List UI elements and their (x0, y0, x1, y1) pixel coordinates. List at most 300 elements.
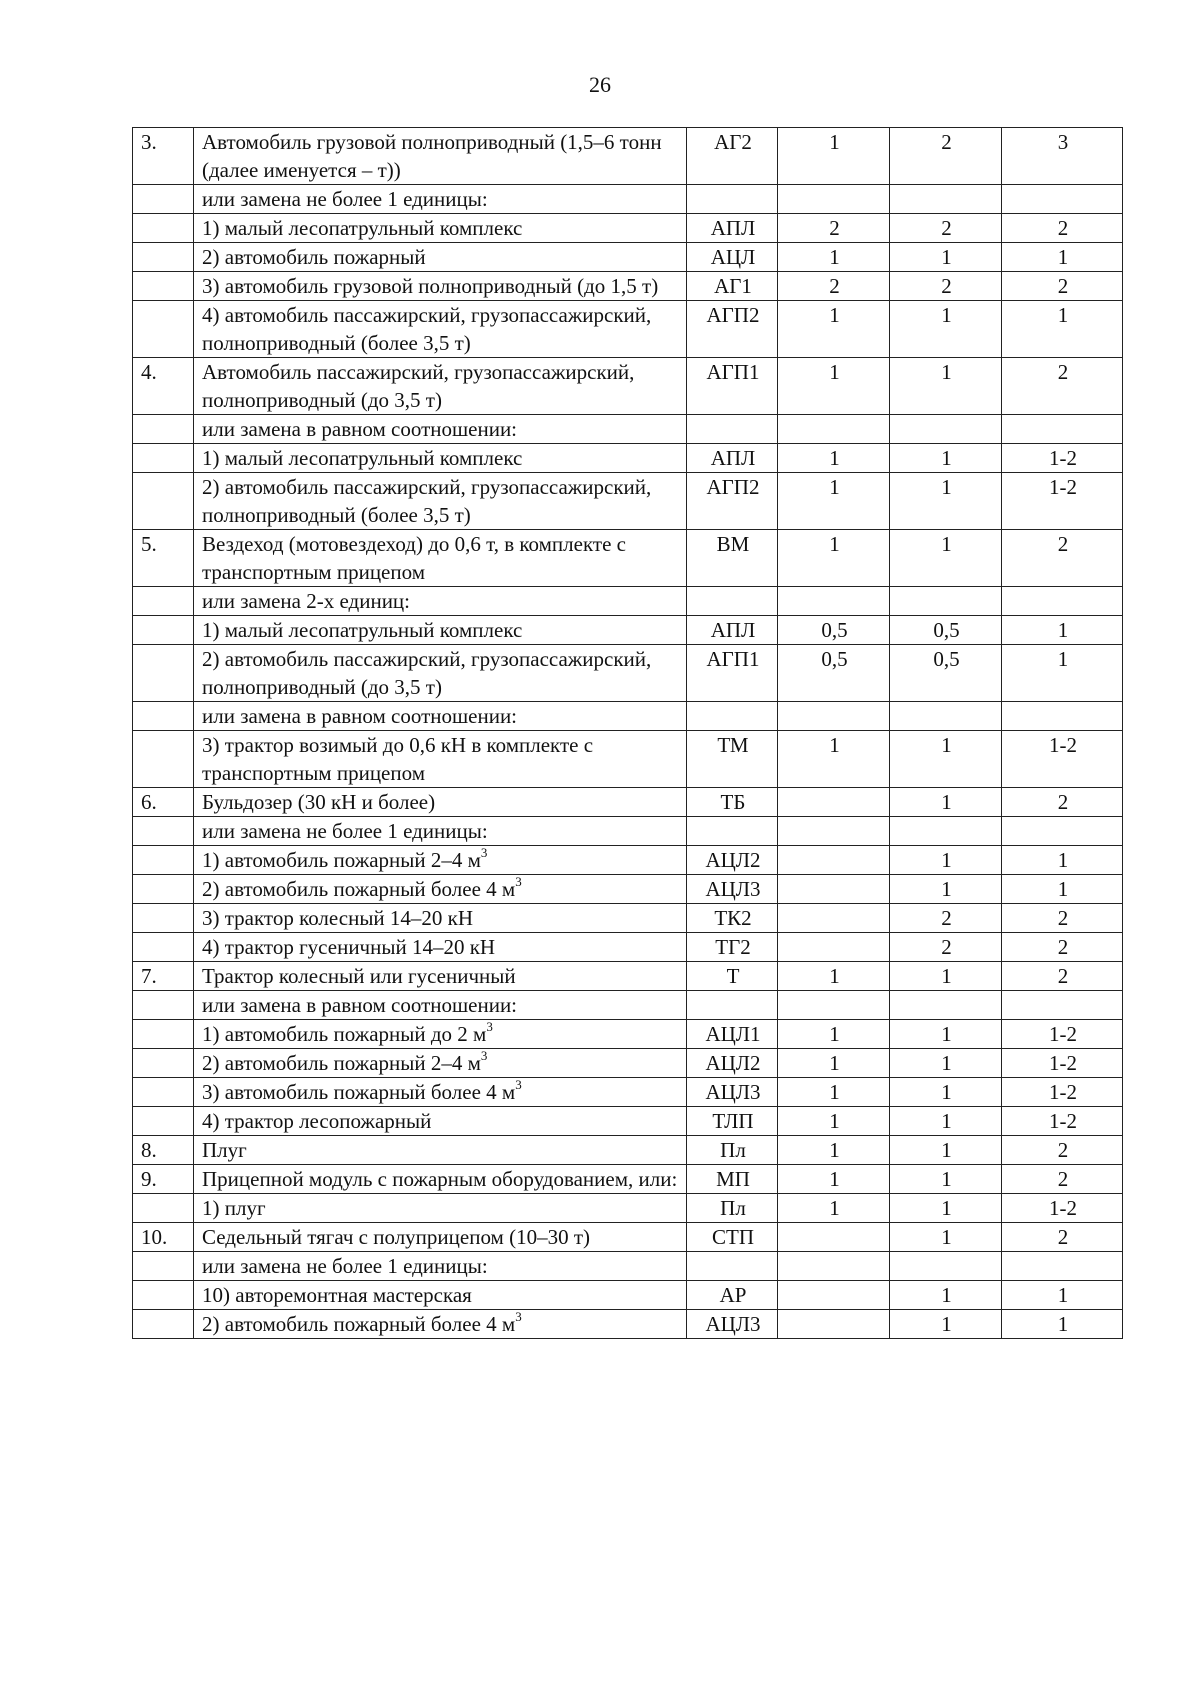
code-cell-text: АЦЛ3 (705, 877, 761, 901)
value-3-cell (1002, 991, 1123, 1020)
description-cell-text: 1) плуг (202, 1196, 266, 1220)
description-cell (194, 444, 687, 473)
description-cell (194, 1107, 687, 1136)
table-row (133, 1252, 1123, 1281)
table-row (133, 846, 1123, 875)
value-3-cell (1002, 587, 1123, 616)
value-2-cell (890, 1281, 1002, 1310)
value-3-cell (1002, 1194, 1123, 1223)
value-2-cell (890, 846, 1002, 875)
value-3-cell (1002, 272, 1123, 301)
value-2-cell (890, 933, 1002, 962)
code-cell-text: АПЛ (710, 446, 756, 470)
row-number-cell (133, 128, 194, 185)
description-cell-text: Автомобиль пассажирский, грузопассажирский, полноприводный (до 3,5 т) (202, 360, 635, 412)
code-cell-text: ВМ (716, 532, 750, 556)
table-row (133, 991, 1123, 1020)
value-2-cell-text: 1 (941, 1225, 952, 1249)
row-number-cell (133, 1252, 194, 1281)
table-row (133, 587, 1123, 616)
code-cell (687, 875, 778, 904)
row-number-cell (133, 1136, 194, 1165)
value-3-cell-text: 1 (1057, 1312, 1069, 1336)
row-number-cell (133, 243, 194, 272)
table-row (133, 1136, 1123, 1165)
description-cell (194, 875, 687, 904)
value-3-cell (1002, 616, 1123, 645)
code-cell (687, 1281, 778, 1310)
value-3-cell (1002, 1281, 1123, 1310)
value-1-cell (778, 1252, 890, 1281)
value-2-cell (890, 731, 1002, 788)
row-number-cell (133, 702, 194, 731)
description-cell (194, 530, 687, 587)
row-number-cell-text: 3. (141, 130, 157, 154)
value-1-cell (778, 214, 890, 243)
value-2-cell-text: 0,5 (933, 647, 960, 671)
value-2-cell-text: 0,5 (933, 618, 960, 642)
code-cell (687, 530, 778, 587)
description-cell (194, 587, 687, 616)
row-number-cell (133, 473, 194, 530)
value-2-cell (890, 272, 1002, 301)
value-1-cell (778, 991, 890, 1020)
value-2-cell-text: 2 (941, 935, 952, 959)
code-cell-text: ТМ (717, 733, 749, 757)
code-cell-text: АГП2 (706, 475, 760, 499)
value-1-cell (778, 1223, 890, 1252)
code-cell-text: АР (719, 1283, 747, 1307)
value-3-cell (1002, 1049, 1123, 1078)
value-3-cell-text: 2 (1057, 360, 1069, 384)
code-cell (687, 1252, 778, 1281)
superscript: 3 (515, 1077, 522, 1092)
table-row (133, 731, 1123, 788)
description-cell (194, 358, 687, 415)
value-1-cell-text: 1 (829, 1138, 840, 1162)
table-row (133, 1310, 1123, 1339)
value-3-cell-text: 2 (1057, 216, 1069, 240)
value-3-cell (1002, 933, 1123, 962)
value-2-cell (890, 1194, 1002, 1223)
description-cell (194, 185, 687, 214)
table-row (133, 788, 1123, 817)
value-3-cell (1002, 1223, 1123, 1252)
value-3-cell-text: 2 (1057, 1138, 1069, 1162)
value-2-cell (890, 1078, 1002, 1107)
superscript: 3 (515, 874, 522, 889)
value-1-cell-text: 2 (829, 216, 840, 240)
value-3-cell-text: 1-2 (1049, 475, 1077, 499)
value-1-cell-text: 2 (829, 274, 840, 298)
table-row (133, 817, 1123, 846)
description-cell (194, 731, 687, 788)
row-number-cell (133, 415, 194, 444)
row-number-cell-text: 9. (141, 1167, 157, 1191)
description-cell (194, 788, 687, 817)
code-cell (687, 1107, 778, 1136)
value-1-cell (778, 1020, 890, 1049)
value-2-cell (890, 473, 1002, 530)
value-3-cell (1002, 1310, 1123, 1339)
row-number-cell (133, 904, 194, 933)
table-row (133, 214, 1123, 243)
description-cell-text: или замена 2-х единиц: (202, 589, 411, 613)
value-2-cell (890, 214, 1002, 243)
value-1-cell (778, 530, 890, 587)
description-cell (194, 1223, 687, 1252)
superscript: 3 (486, 1019, 493, 1034)
code-cell (687, 1165, 778, 1194)
value-1-cell (778, 616, 890, 645)
description-cell (194, 1281, 687, 1310)
value-2-cell (890, 991, 1002, 1020)
value-3-cell (1002, 444, 1123, 473)
row-number-cell (133, 933, 194, 962)
value-1-cell (778, 817, 890, 846)
value-2-cell-text: 1 (941, 790, 952, 814)
code-cell-text: Т (726, 964, 740, 988)
row-number-cell (133, 817, 194, 846)
value-1-cell-text: 0,5 (821, 647, 848, 671)
code-cell-text: АЦЛ2 (705, 848, 761, 872)
value-1-cell-text: 1 (829, 1022, 840, 1046)
value-3-cell-text: 1 (1057, 647, 1069, 671)
value-2-cell (890, 817, 1002, 846)
row-number-cell (133, 301, 194, 358)
table-row (133, 358, 1123, 415)
code-cell (687, 415, 778, 444)
value-1-cell (778, 875, 890, 904)
value-1-cell (778, 1310, 890, 1339)
value-1-cell-text: 1 (829, 446, 840, 470)
description-cell (194, 1310, 687, 1339)
description-cell (194, 1252, 687, 1281)
value-2-cell-text: 1 (941, 877, 952, 901)
value-2-cell (890, 1107, 1002, 1136)
row-number-cell (133, 358, 194, 415)
value-3-cell (1002, 473, 1123, 530)
row-number-cell (133, 962, 194, 991)
value-1-cell (778, 904, 890, 933)
value-1-cell (778, 1107, 890, 1136)
description-cell-text: 3) автомобиль грузовой полноприводный (до 1,5 т) (202, 274, 659, 298)
row-number-cell (133, 1223, 194, 1252)
code-cell (687, 243, 778, 272)
value-3-cell-text: 1-2 (1049, 1109, 1077, 1133)
code-cell-text: ТГ2 (715, 935, 751, 959)
value-1-cell-text: 1 (829, 245, 840, 269)
value-3-cell (1002, 702, 1123, 731)
value-2-cell-text: 1 (941, 360, 952, 384)
description-cell-text: 1) малый лесопатрульный комплекс (202, 618, 523, 642)
table-row (133, 1107, 1123, 1136)
value-2-cell (890, 616, 1002, 645)
value-3-cell-text: 1-2 (1049, 733, 1077, 757)
value-2-cell-text: 2 (941, 130, 952, 154)
description-cell (194, 301, 687, 358)
value-2-cell (890, 444, 1002, 473)
row-number-cell (133, 185, 194, 214)
code-cell-text: ТБ (720, 790, 746, 814)
value-2-cell-text: 1 (941, 475, 952, 499)
table-row (133, 933, 1123, 962)
description-cell (194, 1049, 687, 1078)
value-1-cell-text: 1 (829, 303, 840, 327)
value-3-cell-text: 1 (1057, 1283, 1069, 1307)
code-cell (687, 1136, 778, 1165)
description-cell (194, 991, 687, 1020)
description-cell (194, 243, 687, 272)
code-cell-text: Пл (720, 1196, 746, 1220)
value-2-cell (890, 301, 1002, 358)
row-number-cell-text: 4. (141, 360, 157, 384)
value-1-cell-text: 1 (829, 1196, 840, 1220)
value-3-cell-text: 1 (1057, 618, 1069, 642)
row-number-cell (133, 587, 194, 616)
table-row (133, 616, 1123, 645)
value-3-cell (1002, 1165, 1123, 1194)
value-2-cell-text: 1 (941, 245, 952, 269)
superscript: 3 (480, 1048, 488, 1063)
value-3-cell (1002, 243, 1123, 272)
code-cell (687, 185, 778, 214)
value-3-cell (1002, 358, 1123, 415)
description-cell (194, 272, 687, 301)
code-cell (687, 991, 778, 1020)
description-cell-text: или замена в равном соотношении: (202, 417, 518, 441)
description-cell (194, 817, 687, 846)
row-number-cell (133, 616, 194, 645)
value-2-cell-text: 1 (941, 1312, 952, 1336)
table-row (133, 301, 1123, 358)
description-cell-text: 2) автомобиль пожарный более 4 м (202, 877, 516, 901)
value-1-cell (778, 1281, 890, 1310)
value-1-cell (778, 1078, 890, 1107)
description-cell-text: 1) автомобиль пожарный до 2 м (202, 1022, 487, 1046)
row-number-cell (133, 1165, 194, 1194)
row-number-cell (133, 530, 194, 587)
description-cell-text: 1) автомобиль пожарный 2–4 м (202, 848, 481, 872)
table-row (133, 962, 1123, 991)
value-1-cell (778, 933, 890, 962)
description-cell-text: 2) автомобиль пожарный 2–4 м (202, 1051, 481, 1075)
description-cell-text: Бульдозер (30 кН и более) (202, 790, 436, 814)
value-1-cell-text: 1 (829, 360, 840, 384)
table-row (133, 645, 1123, 702)
row-number-cell (133, 645, 194, 702)
description-cell-text: Плуг (202, 1138, 247, 1162)
value-3-cell (1002, 214, 1123, 243)
value-1-cell-text: 1 (829, 733, 840, 757)
description-cell-text: или замена в равном соотношении: (202, 993, 518, 1017)
row-number-cell (133, 1049, 194, 1078)
value-3-cell (1002, 962, 1123, 991)
value-2-cell-text: 1 (941, 1051, 952, 1075)
description-cell (194, 962, 687, 991)
description-cell (194, 128, 687, 185)
code-cell (687, 1310, 778, 1339)
description-cell-text: или замена в равном соотношении: (202, 704, 518, 728)
row-number-cell (133, 1020, 194, 1049)
code-cell (687, 1223, 778, 1252)
value-3-cell (1002, 731, 1123, 788)
row-number-cell (133, 1078, 194, 1107)
value-1-cell (778, 301, 890, 358)
value-1-cell (778, 185, 890, 214)
value-1-cell-text: 1 (829, 1167, 840, 1191)
row-number-cell (133, 875, 194, 904)
value-3-cell-text: 1-2 (1049, 1022, 1077, 1046)
description-cell (194, 415, 687, 444)
code-cell (687, 473, 778, 530)
code-cell (687, 587, 778, 616)
code-cell-text: АГ2 (714, 130, 752, 154)
description-cell (194, 1078, 687, 1107)
value-3-cell (1002, 645, 1123, 702)
table-row (133, 875, 1123, 904)
value-3-cell-text: 3 (1057, 130, 1069, 154)
value-1-cell (778, 272, 890, 301)
code-cell-text: АЦЛ2 (705, 1051, 761, 1075)
code-cell-text: АПЛ (710, 618, 756, 642)
code-cell (687, 846, 778, 875)
description-cell-text: 2) автомобиль пожарный (202, 245, 426, 269)
code-cell (687, 1194, 778, 1223)
value-1-cell (778, 731, 890, 788)
value-1-cell-text: 1 (829, 964, 840, 988)
value-2-cell (890, 904, 1002, 933)
description-cell (194, 645, 687, 702)
code-cell (687, 214, 778, 243)
value-3-cell-text: 1 (1057, 877, 1069, 901)
row-number-cell-text: 6. (141, 790, 157, 814)
value-2-cell-text: 1 (941, 733, 952, 757)
value-3-cell-text: 1-2 (1049, 446, 1077, 470)
description-cell-text: 3) автомобиль пожарный более 4 м (202, 1080, 516, 1104)
value-1-cell-text: 1 (829, 1109, 840, 1133)
description-cell (194, 846, 687, 875)
description-cell-text: 4) трактор гусеничный 14–20 кН (202, 935, 496, 959)
table-row (133, 473, 1123, 530)
value-3-cell (1002, 1107, 1123, 1136)
value-1-cell (778, 1136, 890, 1165)
row-number-cell (133, 846, 194, 875)
row-number-cell (133, 788, 194, 817)
description-cell-text: или замена не более 1 единицы: (202, 1254, 488, 1278)
code-cell-text: АГ1 (714, 274, 752, 298)
row-number-cell-text: 8. (141, 1138, 157, 1162)
value-2-cell-text: 1 (941, 964, 952, 988)
table-row (133, 128, 1123, 185)
row-number-cell-text: 10. (141, 1225, 168, 1249)
description-cell (194, 1165, 687, 1194)
code-cell-text: АЦЛ1 (705, 1022, 761, 1046)
description-cell-text: 4) автомобиль пассажирский, грузопассажирский, полноприводный (более 3,5 т) (202, 303, 652, 355)
value-1-cell-text: 1 (829, 475, 840, 499)
description-cell (194, 933, 687, 962)
description-cell-text: 1) малый лесопатрульный комплекс (202, 446, 523, 470)
value-3-cell-text: 2 (1057, 935, 1069, 959)
value-3-cell-text: 1-2 (1049, 1196, 1077, 1220)
table-row (133, 530, 1123, 587)
value-1-cell-text: 1 (829, 532, 840, 556)
description-cell-text: 3) трактор колесный 14–20 кН (202, 906, 474, 930)
table-row (133, 243, 1123, 272)
value-1-cell (778, 243, 890, 272)
value-2-cell-text: 1 (941, 1196, 952, 1220)
table-row (133, 1078, 1123, 1107)
description-cell-text: 10) авторемонтная мастерская (202, 1283, 472, 1307)
description-cell-text: 2) автомобиль пассажирский, грузопассажирский, полноприводный (до 3,5 т) (202, 647, 652, 699)
table-row (133, 272, 1123, 301)
row-number-cell (133, 214, 194, 243)
code-cell-text: АПЛ (710, 216, 756, 240)
value-2-cell-text: 1 (941, 1138, 952, 1162)
table-row (133, 1049, 1123, 1078)
value-1-cell-text: 1 (829, 130, 840, 154)
value-3-cell (1002, 128, 1123, 185)
code-cell-text: Пл (720, 1138, 746, 1162)
value-3-cell (1002, 1136, 1123, 1165)
value-2-cell-text: 1 (941, 303, 952, 327)
code-cell (687, 128, 778, 185)
value-1-cell (778, 587, 890, 616)
value-3-cell-text: 1 (1057, 303, 1069, 327)
row-number-cell (133, 272, 194, 301)
description-cell (194, 702, 687, 731)
value-3-cell-text: 2 (1057, 906, 1069, 930)
description-cell (194, 904, 687, 933)
description-cell-text: Трактор колесный или гусеничный (202, 964, 516, 988)
value-3-cell (1002, 1078, 1123, 1107)
code-cell-text: АГП1 (706, 647, 760, 671)
value-1-cell (778, 846, 890, 875)
value-2-cell (890, 1136, 1002, 1165)
value-3-cell (1002, 788, 1123, 817)
description-cell-text: Вездеход (мотовездеход) до 0,6 т, в комплекте с транспортным прицепом (202, 532, 626, 584)
page-number: 26 (589, 72, 611, 97)
table-row (133, 702, 1123, 731)
superscript: 3 (515, 1309, 522, 1324)
value-2-cell-text: 1 (941, 848, 952, 872)
value-2-cell (890, 358, 1002, 415)
code-cell-text: АГП2 (706, 303, 760, 327)
code-cell (687, 645, 778, 702)
code-cell (687, 731, 778, 788)
description-cell-text: или замена не более 1 единицы: (202, 187, 488, 211)
value-3-cell-text: 2 (1057, 964, 1069, 988)
value-2-cell (890, 875, 1002, 904)
value-2-cell (890, 788, 1002, 817)
description-cell-text: Прицепной модуль с пожарным оборудованием, или: (202, 1167, 678, 1191)
value-1-cell (778, 358, 890, 415)
equipment-table (132, 127, 1123, 1339)
code-cell-text: ТК2 (714, 906, 752, 930)
value-3-cell (1002, 1252, 1123, 1281)
value-1-cell (778, 1165, 890, 1194)
table-row (133, 444, 1123, 473)
value-1-cell-text: 0,5 (821, 618, 848, 642)
value-2-cell (890, 530, 1002, 587)
table-row (133, 1223, 1123, 1252)
value-3-cell-text: 2 (1057, 1225, 1069, 1249)
code-cell (687, 702, 778, 731)
table-row (133, 1281, 1123, 1310)
description-cell-text: 3) трактор возимый до 0,6 кН в комплекте с транспортным прицепом (202, 733, 594, 785)
superscript: 3 (480, 845, 488, 860)
table-row (133, 415, 1123, 444)
